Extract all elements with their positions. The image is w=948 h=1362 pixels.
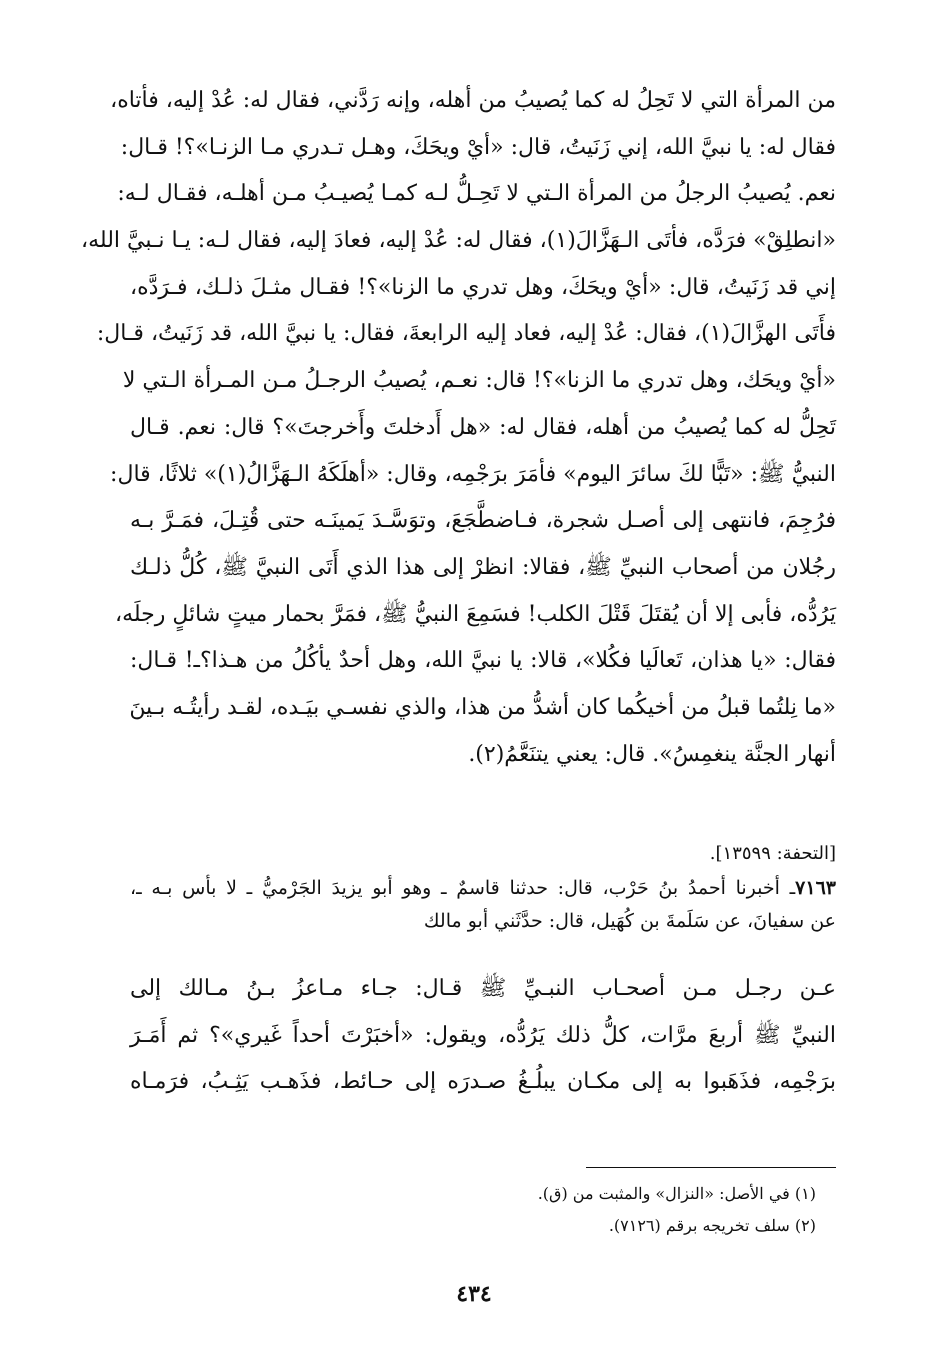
text-line: أنهار الجنَّة ينغمِسُ». قال: يعني يتنَعَّمُ(٢). — [468, 741, 836, 767]
text-line: فقال له: يا نبيَّ الله، إني زَنَيتُ، قال: «أيْ ويحَكَ، وهـل تـدري مـا الزنـا»؟! قـال: — [120, 134, 836, 160]
footnote: (٢) سلف تخريجه برقم (٧١٢٦). — [608, 1216, 816, 1235]
text-line: فأَتَى الهزَّالَ(١)، فقال: عُدْ إليه، فعاد إليه الرابعةَ، فقال: يا نبيَّ الله، قد زَنَيتُ، قـال: — [96, 321, 836, 347]
text-line: من المرأة التي لا تَحِلُ له كما يُصيبُ من أهله، وإنه رَدَّني، فقال له: عُدْ إليه، فأتاه، — [110, 88, 836, 113]
isnad-line — [130, 872, 836, 905]
text-line: النبيُّ ﷺ: «تَبًّا لكَ سائرَ اليوم» فأمَرَ برَجْمِه، وقال: «أهلَكَهُ الـهَزَّالُ(١)» ثلاثًا، قال: — [110, 461, 836, 487]
text-line: «أيْ ويحَك، وهل تدري ما الزنا»؟! قال: نعـم، يُصيبُ الرجـلُ مـن المـرأة الـتي لا — [122, 368, 836, 394]
page-number: ٤٣٤ — [456, 1281, 492, 1307]
footnote: (١) في الأصل: «النزال» والمثبت من (ق). — [537, 1184, 816, 1203]
text-line: النبيِّ ﷺ أربعَ مرَّات، كلُّ ذلك يَرُدُّه، ويقول: «أخبَرْتَ أحداً غَيري»؟ ثم أَمَـرَ — [130, 1022, 836, 1048]
hadith-matn — [130, 966, 836, 1106]
hadith-isnad — [130, 872, 836, 938]
main-hadith-text — [81, 78, 836, 778]
footnote-separator — [586, 1167, 836, 1168]
text-line: إني قد زَنَيتُ، قال: «أيْ ويحَكَ، وهل تدري ما الزنا»؟! فقـال مثـلَ ذلـك، فـرَدَّه، — [130, 274, 836, 300]
text-line: «انطلِقْ» فرَدَّه، فأتَى الـهَزَّالَ(١)، فقال له: عُدْ إليه، فعادَ إليه، فقال لـه: يـا نـبيَّ الله، — [81, 228, 836, 254]
hadith-number: ٧١٦٣ — [795, 877, 836, 899]
text-line: برَجْمِه، فذَهَبوا به إلى مكـان يبلُـغُ صـدرَه إلى حـائط، فذَهـب يَثِـبُ، فرَمـاه — [130, 1069, 836, 1095]
text-line: فرُجِمَ، فانتهى إلى أصـل شجرة، فـاضطَّجَعَ، وتوَسَّـدَ يَمينَـه حتى قُتِـلَ، فمَـرَّ بـه — [130, 508, 836, 534]
text-line: فقال: «يا هذان، تَعالَيا فكُلا»، قالا: يا نبيَّ الله، وهل أحدٌ يأكُلُ من هـذا؟ـ! قـال: — [130, 648, 836, 674]
text-line: «ما نِلتُما قبلُ من أخيكُما كان أشدُّ من هذا، والذي نفسـي بيَـده، لقـد رأيتُـه بـينَ — [129, 694, 836, 720]
text-line: رجُلان من أصحاب النبيِّ ﷺ، فقالا: انظرْ إلى هذا الذي أَتَى النبيَّ ﷺ، كُلُّ ذلـك — [130, 554, 836, 580]
text-line: يَرُدُّه، فأبى إلا أن يُقتَلَ قَتْلَ الكلب! فسَمِعَ النبيُّ ﷺ، فمَرَّ بحمار ميتٍ شائلٍ رجلَه، — [114, 601, 836, 627]
isnad-text: ـ أخبرنا أحمدُ بنُ حَرْب، قال: حدثنا قاسمٌ ـ وهو أبو يزيدَ الجَرْميُّ ـ لا بأس بـه ـ، — [130, 877, 796, 899]
tuhfa-citation: [التحفة: ١٣٥٩٩]. — [709, 843, 836, 864]
isnad-line: عن سفيانَ، عن سَلَمةَ بن كُهَيل، قال: حدَّثَني أبو مالك — [423, 910, 836, 932]
text-line: نعم. يُصيبُ الرجلُ من المرأة الـتي لا تَحِـلُّ لـه كمـا يُصيـبُ مـن أهلـه، فقـال لـه: — [117, 181, 836, 207]
text-line: عـن رجـل مـن أصحـاب النبـيِّ ﷺ قـال: جـاء مـاعزُ بـنُ مـالك إلى — [130, 976, 836, 1001]
footnotes — [538, 1178, 836, 1242]
text-line: تَحِلُّ له كما يُصيبُ من أهله، فقال له: «هل أَدخلتَ وأَخرجتَ»؟ قال: نعم. قـال — [130, 414, 836, 440]
